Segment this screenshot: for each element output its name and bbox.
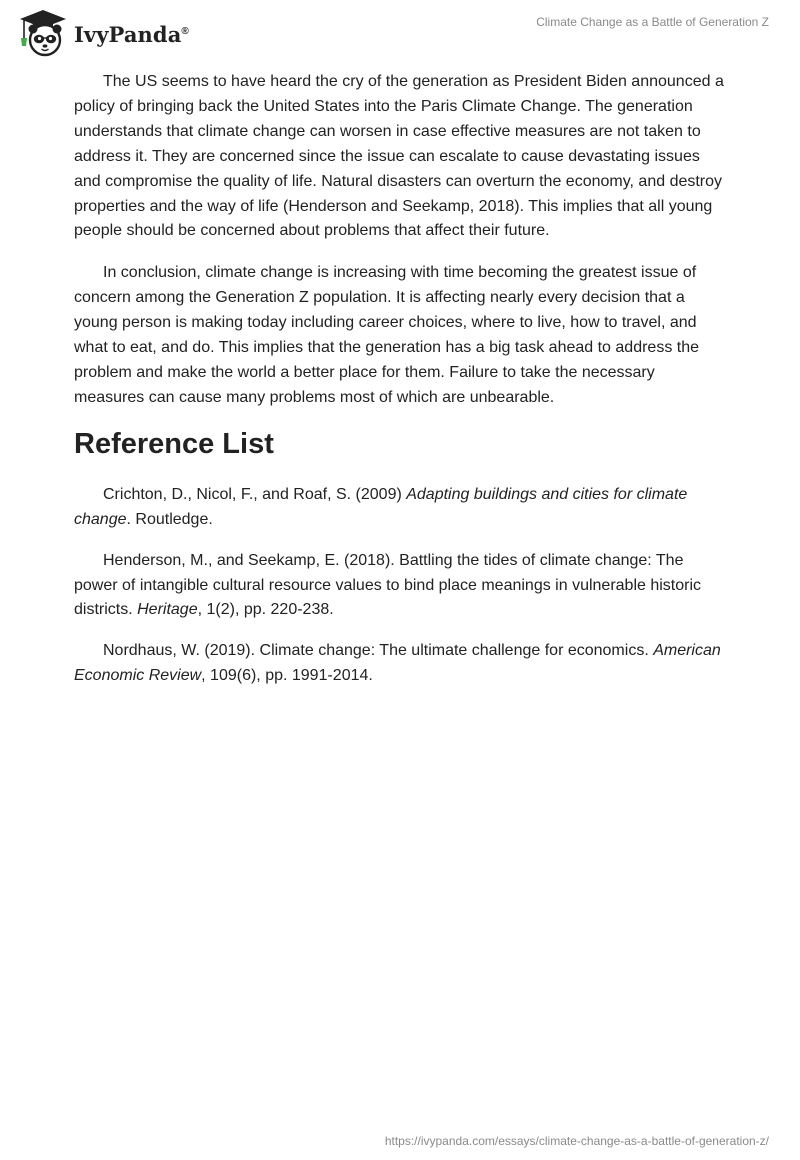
reference-text: , 109(6), pp. 1991-2014.: [201, 667, 373, 685]
reference-text: Crichton, D., Nicol, F., and Roaf, S. (2009): [103, 485, 407, 503]
body-paragraph: In conclusion, climate change is increasing with time becoming the greatest issue of concern among the Generation Z population. It is affecting nearly every decision that a young person is making today including career choices, where to live, how to travel, and what to eat, and do. This implies that the generation has a big task ahead to address the problem and make the world a better place for them. Failure to take the necessary measures can cause many problems most of which are unbearable.: [74, 264, 699, 406]
panda-graduate-icon: [14, 8, 72, 58]
references-heading: Reference List: [74, 427, 274, 460]
reference-title: Adapting buildings and cities for climate change: [74, 485, 688, 528]
reference-item: [74, 549, 726, 624]
reference-text: , 1(2), pp. 220-238.: [197, 601, 334, 619]
reference-text: Nordhaus, W. (2019). Climate change: The ultimate challenge for economics.: [103, 642, 654, 660]
reference-journal: Heritage: [137, 601, 198, 619]
reference-journal: American Economic Review: [74, 642, 721, 685]
reference-item: [74, 639, 726, 689]
page-header: [0, 0, 800, 60]
ivypanda-logo[interactable]: [14, 8, 189, 58]
reference-text: . Routledge.: [126, 510, 213, 528]
document-title: Climate Change as a Battle of Generation Z: [536, 15, 769, 29]
essay-content: [74, 70, 726, 705]
registered-mark: ®: [181, 25, 189, 37]
body-paragraph: The US seems to have heard the cry of the generation as President Biden announced a policy of bringing back the United States into the Paris Climate Change. The generation understands that climate change can worsen in case effective measures are not taken to address it. They are concerned since the issue can escalate to cause devastating issues and compromise the quality of life. Natural disasters can overturn the economy, and destroy properties and the way of life (Henderson and Seekamp, 2018). This implies that all young people should be concerned about problems that affect their future.: [74, 73, 724, 240]
reference-text: Henderson, M., and Seekamp, E. (2018). Battling the tides of climate change: The power of intangible cultural resource values to bind place meanings in vulnerable historic districts.: [74, 551, 702, 619]
brand-name: IvyPanda®: [74, 21, 189, 47]
reference-item: [74, 483, 726, 533]
source-url[interactable]: https://ivypanda.com/essays/climate-change-as-a-battle-of-generation-z/: [384, 1134, 769, 1148]
